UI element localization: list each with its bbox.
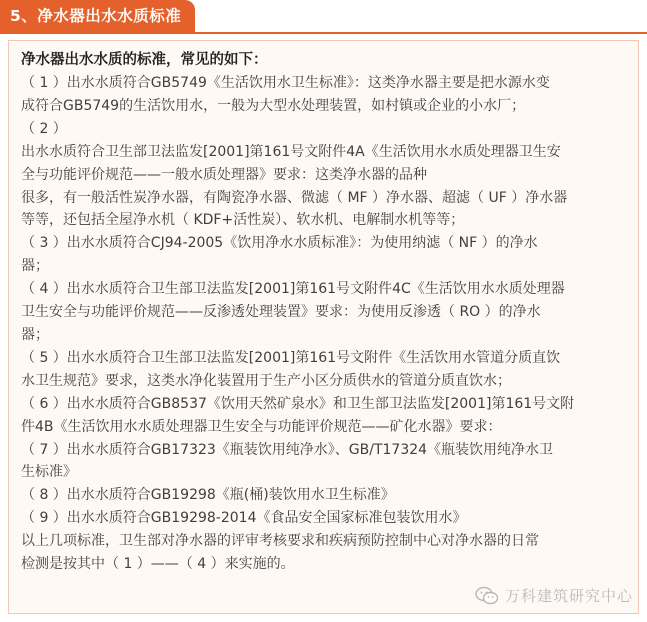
content-title: 净水器出水水质的标准，常见的如下：	[21, 52, 268, 68]
content-line: （ 4 ）出水水质符合卫生部卫法监发[2001]第161号文附件4C《生活饮用水水质处理器	[21, 281, 565, 298]
content-line: 检测是按其中（ 1 ）——（ 4 ）来实施的。	[21, 556, 295, 573]
content-line: 以上几项标准，卫生部对净水器的评审考核要求和疾病预防控制中心对净水器的日常	[21, 533, 539, 550]
content-line: 件4B《生活饮用水水质处理器卫生安全与功能评价规范——矿化水器》要求：	[21, 418, 502, 435]
content-line: 器；	[21, 326, 49, 343]
content-line: 出水水质符合卫生部卫法监发[2001]第161号文附件4A《生活饮用水水质处理器卫生安	[21, 143, 561, 160]
content-line: 全与功能评价规范——一般水质处理器》要求：这类净水器的品种	[21, 166, 427, 183]
watermark	[475, 585, 633, 606]
content-body	[21, 72, 628, 576]
content-line: 很多，有一般活性炭净水器，有陶瓷净水器、微滤（ MF ）净水器、超滤（ UF ）净水器	[21, 189, 568, 206]
watermark-text: 万科建筑研究中心	[504, 587, 633, 605]
wechat-icon	[475, 586, 499, 606]
content-line: 器；	[21, 258, 49, 275]
content-line: 水卫生规范》要求，这类水净化装置用于生产小区分质供水的管道分质直饮水；	[21, 372, 511, 389]
content-line: 卫生安全与功能评价规范——反渗透处理装置》要求：为使用反渗透（ RO ）的净水	[21, 304, 541, 321]
content-line: 等等，还包括全屋净水机（ KDF+活性炭）、软水机、电解制水机等等；	[21, 212, 465, 229]
content-line: （ 2 ）	[21, 120, 67, 137]
section-title: 5、净水器出水水质标准	[0, 0, 195, 32]
content-box	[8, 40, 639, 614]
content-line: （ 8 ）出水水质符合GB19298《瓶(桶)装饮用水卫生标准》	[21, 487, 395, 504]
content-line: （ 7 ）出水水质符合GB17323《瓶装饮用纯净水》、GB/T17324《瓶装饮用纯净水卫	[21, 441, 554, 458]
content-line: （ 3 ）出水水质符合CJ94-2005《饮用净水水质标准》：为使用纳滤（ NF ）的净水	[21, 235, 538, 252]
content-line: （ 6 ）出水水质符合GB8537《饮用天然矿泉水》和卫生部卫法监发[2001]第161号文附	[21, 395, 575, 412]
content-line: （ 5 ）出水水质符合卫生部卫法监发[2001]第161号文附件《生活饮用水管道分质直饮	[21, 349, 561, 366]
content-line: 成符合GB5749的生活饮用水，一般为大型水处理装置，如村镇或企业的小水厂；	[21, 97, 526, 114]
section-header-bar	[0, 0, 647, 34]
content-line: 生标准》	[21, 464, 77, 481]
content-line: （ 9 ）出水水质符合GB19298-2014《食品安全国家标准包装饮用水》	[21, 510, 467, 527]
content-line: （ 1 ）出水水质符合GB5749《生活饮用水卫生标准》：这类净水器主要是把水源水变	[21, 75, 550, 91]
